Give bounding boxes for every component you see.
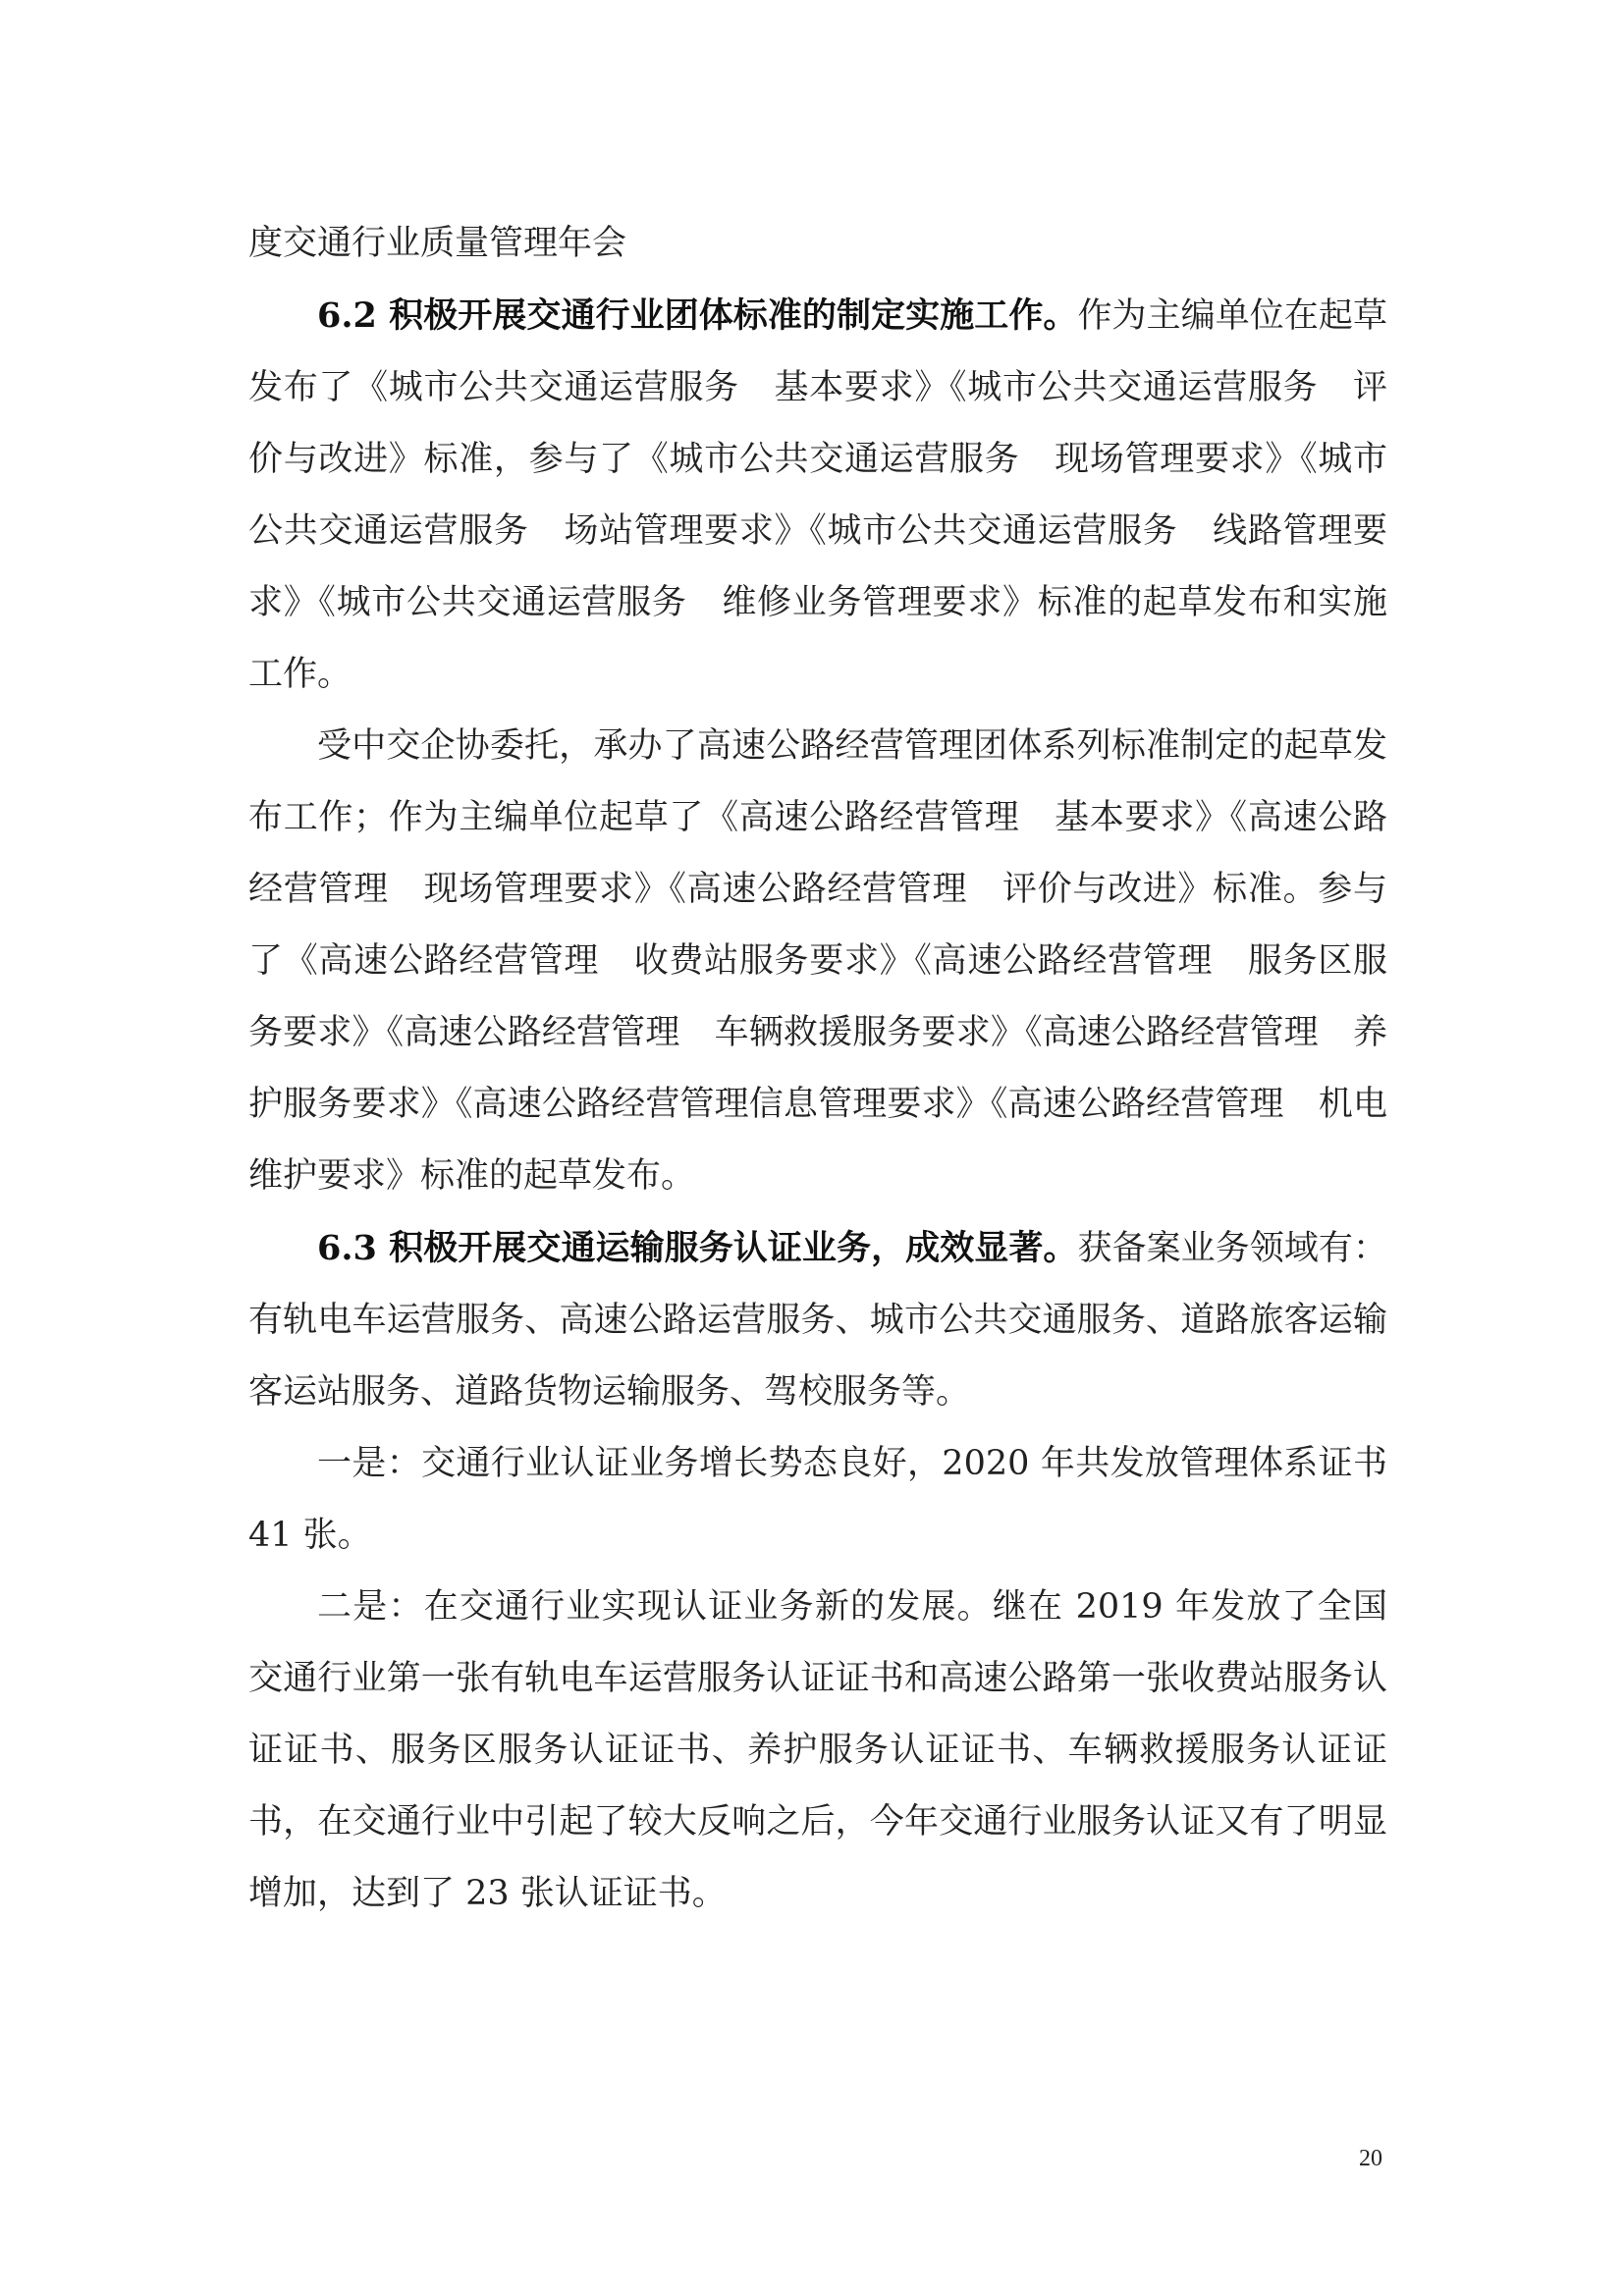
section-6-2-heading: 6.2 积极开展交通行业团体标准的制定实施工作。 (317, 295, 1078, 336)
section-6-2-body: 作为主编单位在起草发布了《城市公共交通运营服务 基本要求》《城市公共交通运营服务 评价与改进》标准，参与了《城市公共交通运营服务 现场管理要求》《城市公共交通运营服务 场站管理要求》《城市公共交通运营服务 线路管理要求》《城市公共交通运营服务 维修业务管理要求》标准的起草发布和实施工作。 (248, 296, 1387, 694)
page-number: 20 (1359, 2146, 1382, 2171)
continuation-line: 度交通行业质量管理年会 (248, 224, 627, 263)
section-6-3-paragraph (248, 1212, 1387, 1428)
section-6-2-paragraph (248, 280, 1387, 711)
section-6-3-heading: 6.3 积极开展交通运输服务认证业务，成效显著。 (317, 1228, 1078, 1268)
point-two-paragraph: 二是：在交通行业实现认证业务新的发展。继在 2019 年发放了全国交通行业第一张有轨电车运营服务认证证书和高速公路第一张收费站服务认证证书、服务区服务认证证书、养护服务认证证书、车辆救援服务认证证书，在交通行业中引起了较大反响之后，今年交通行业服务认证又有了明显增加，达到了 23 张认证证书。 (248, 1587, 1387, 1913)
point-one-paragraph: 一是：交通行业认证业务增长势态良好，2020 年共发放管理体系证书 41 张。 (248, 1444, 1387, 1555)
body-text-block (248, 208, 1387, 1930)
highway-standards-paragraph: 受中交企协委托，承办了高速公路经营管理团体系列标准制定的起草发布工作；作为主编单位起草了《高速公路经营管理 基本要求》《高速公路经营管理 现场管理要求》《高速公路经营管理 评价与改进》标准。参与了《高速公路经营管理 收费站服务要求》《高速公路经营管理 服务区服务要求》《高速公路经营管理 车辆救援服务要求》《高速公路经营管理 养护服务要求》《高速公路经营管理信息管理要求》《高速公路经营管理 机电维护要求》标准的起草发布。 (248, 726, 1387, 1196)
section-6-3-body: 获备案业务领域有：有轨电车运营服务、高速公路运营服务、城市公共交通服务、道路旅客运输客运站服务、道路货物运输服务、驾校服务等。 (248, 1229, 1387, 1412)
